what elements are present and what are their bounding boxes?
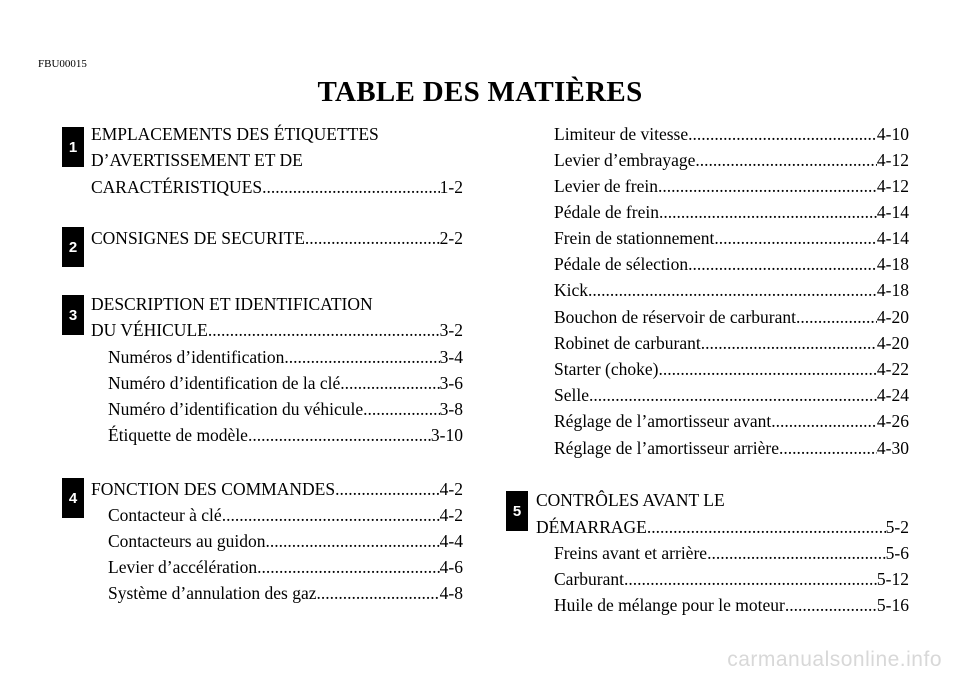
- toc-item-label: Kick: [554, 280, 589, 300]
- dot-leader: [714, 226, 877, 251]
- toc-item-label: Contacteurs au guidon: [108, 531, 266, 551]
- section-5-heading-entry: [536, 515, 909, 540]
- dot-leader: [796, 305, 877, 330]
- toc-item-label: Levier d’embrayage: [554, 150, 696, 170]
- dot-leader: [707, 541, 886, 566]
- toc-item-label: Robinet de carburant: [554, 333, 701, 353]
- toc-item: [554, 357, 909, 382]
- toc-item: [108, 503, 463, 528]
- toc-item-page: 3-8: [439, 399, 463, 419]
- toc-item-label: Frein de stationnement: [554, 228, 715, 248]
- dot-leader: [363, 397, 440, 422]
- toc-item: [554, 436, 909, 461]
- toc-item-label: Numéro d’identification du véhicule: [108, 399, 364, 419]
- dot-leader: [588, 278, 877, 303]
- toc-item: [554, 593, 909, 618]
- toc-item-page: 5-6: [885, 543, 909, 563]
- toc-item-page: 4-10: [876, 124, 909, 144]
- dot-leader: [265, 529, 439, 554]
- section-1-page: 1-2: [439, 177, 463, 197]
- toc-item: [554, 409, 909, 434]
- toc-item-label: Huile de mélange pour le moteur: [554, 595, 785, 615]
- section-1-heading-label: CARACTÉRISTIQUES: [91, 177, 263, 197]
- toc-item-page: 4-14: [876, 202, 909, 222]
- page-title: TABLE DES MATIÈRES: [317, 76, 643, 108]
- toc-item-page: 5-12: [876, 569, 909, 589]
- section-3-page: 3-2: [439, 320, 463, 340]
- toc-item: [554, 122, 909, 147]
- dot-leader: [248, 423, 431, 448]
- dot-leader: [335, 477, 440, 502]
- toc-item-page: 4-22: [876, 359, 909, 379]
- dot-leader: [658, 357, 876, 382]
- toc-item-label: Pédale de frein: [554, 202, 659, 222]
- toc-item: [554, 278, 909, 303]
- toc-item-page: 4-14: [876, 228, 909, 248]
- toc-item-label: Limiteur de vitesse: [554, 124, 689, 144]
- toc-item-page: 4-20: [876, 307, 909, 327]
- dot-leader: [340, 371, 439, 396]
- toc-item: [554, 174, 909, 199]
- toc-item-label: Étiquette de modèle: [108, 425, 248, 445]
- document-code: FBU00015: [38, 58, 87, 70]
- toc-item-page: 5-16: [876, 595, 909, 615]
- toc-item-label: Système d’annulation des gaz: [108, 583, 317, 603]
- dot-leader: [659, 200, 877, 225]
- toc-item-page: 4-8: [439, 583, 463, 603]
- dot-leader: [317, 581, 440, 606]
- section-2-heading-entry: [91, 226, 463, 251]
- dot-leader: [695, 148, 877, 173]
- dot-leader: [284, 345, 439, 370]
- section-2-page: 2-2: [439, 228, 463, 248]
- watermark: carmanualsonline.info: [727, 648, 942, 671]
- dot-leader: [647, 515, 886, 540]
- section-3-heading-label: DU VÉHICULE: [91, 320, 208, 340]
- dot-leader: [624, 567, 877, 592]
- section-1-heading-line-1: EMPLACEMENTS DES ÉTIQUETTES: [91, 124, 379, 144]
- toc-item-label: Réglage de l’amortisseur avant: [554, 411, 772, 431]
- section-1-heading-entry: [91, 175, 463, 200]
- dot-leader: [779, 436, 877, 461]
- toc-item: [554, 148, 909, 173]
- toc-item-page: 4-2: [439, 505, 463, 525]
- toc-item-label: Numéros d’identification: [108, 347, 285, 367]
- toc-item: [554, 541, 909, 566]
- toc-item: [108, 345, 463, 370]
- toc-item-label: Contacteur à clé: [108, 505, 222, 525]
- toc-item-label: Freins avant et arrière: [554, 543, 708, 563]
- toc-item-page: 4-30: [876, 438, 909, 458]
- toc-item-page: 4-20: [876, 333, 909, 353]
- section-1-heading-line-2: D’AVERTISSEMENT ET DE: [91, 150, 303, 170]
- dot-leader: [701, 331, 877, 356]
- toc-item: [108, 529, 463, 554]
- toc-item-label: Réglage de l’amortisseur arrière: [554, 438, 779, 458]
- toc-item-label: Bouchon de réservoir de carburant: [554, 307, 796, 327]
- toc-item: [554, 226, 909, 251]
- dot-leader: [658, 174, 877, 199]
- dot-leader: [262, 175, 440, 200]
- toc-item: [108, 581, 463, 606]
- section-3-badge: 3: [62, 295, 84, 335]
- toc-item-page: 4-18: [876, 254, 909, 274]
- toc-item: [108, 555, 463, 580]
- toc-item-label: Selle: [554, 385, 589, 405]
- section-1-badge: 1: [62, 127, 84, 167]
- toc-item-page: 3-6: [439, 373, 463, 393]
- toc-item: [554, 305, 909, 330]
- dot-leader: [257, 555, 440, 580]
- dot-leader: [785, 593, 877, 618]
- section-2-badge: 2: [62, 227, 84, 267]
- dot-leader: [305, 226, 440, 251]
- section-5-heading-line-1: CONTRÔLES AVANT LE: [536, 490, 725, 510]
- dot-leader: [222, 503, 440, 528]
- dot-leader: [688, 252, 877, 277]
- toc-item-page: 4-12: [876, 176, 909, 196]
- toc-item: [554, 200, 909, 225]
- section-5-page: 5-2: [885, 517, 909, 537]
- dot-leader: [771, 409, 877, 434]
- dot-leader: [688, 122, 877, 147]
- toc-item-label: Starter (choke): [554, 359, 659, 379]
- toc-item: [108, 371, 463, 396]
- section-4-heading-entry: [91, 477, 463, 502]
- toc-item: [554, 567, 909, 592]
- toc-item-page: 4-18: [876, 280, 909, 300]
- section-4-heading-label: FONCTION DES COMMANDES: [91, 479, 336, 499]
- toc-item-label: Carburant: [554, 569, 624, 589]
- dot-leader: [589, 383, 877, 408]
- toc-item-label: Pédale de sélection: [554, 254, 689, 274]
- toc-item-page: 4-4: [439, 531, 463, 551]
- toc-item: [108, 397, 463, 422]
- section-3-heading-line-1: DESCRIPTION ET IDENTIFICATION: [91, 294, 373, 314]
- section-2-heading-label: CONSIGNES DE SECURITE: [91, 228, 305, 248]
- section-5-badge: 5: [506, 491, 528, 531]
- toc-item: [108, 423, 463, 448]
- toc-item: [554, 252, 909, 277]
- toc-item-page: 4-26: [876, 411, 909, 431]
- section-4-badge: 4: [62, 478, 84, 518]
- toc-item-label: Levier d’accélération: [108, 557, 258, 577]
- dot-leader: [208, 318, 440, 343]
- toc-item: [554, 383, 909, 408]
- toc-item-label: Levier de frein: [554, 176, 658, 196]
- toc-item-page: 4-12: [876, 150, 909, 170]
- toc-item: [554, 331, 909, 356]
- toc-item-page: 3-10: [430, 425, 463, 445]
- section-4-page: 4-2: [439, 479, 463, 499]
- toc-item-page: 4-24: [876, 385, 909, 405]
- section-5-heading-label: DÉMARRAGE: [536, 517, 647, 537]
- toc-item-page: 3-4: [439, 347, 463, 367]
- section-3-heading-entry: [91, 318, 463, 343]
- toc-item-page: 4-6: [439, 557, 463, 577]
- toc-item-label: Numéro d’identification de la clé: [108, 373, 341, 393]
